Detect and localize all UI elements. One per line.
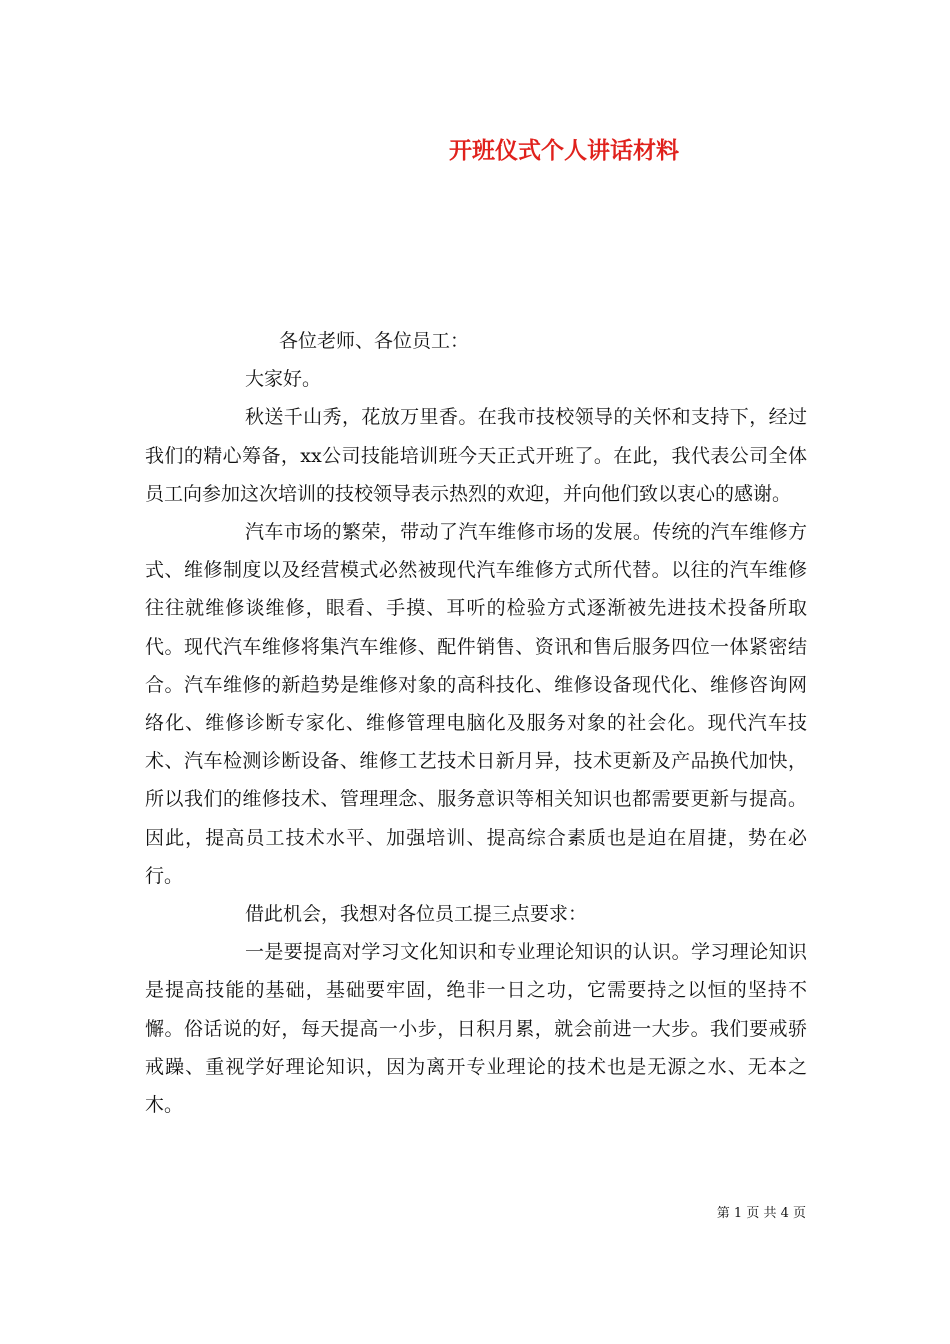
salutation: 各位老师、各位员工：	[279, 330, 470, 352]
paragraph-auto-market: 汽车市场的繁荣，带动了汽车维修市场的发展。传统的汽车维修方式、维修制度以及经营模式必然被现代汽车维修方式所代替。以往的汽车维修往往就维修谈维修，眼看、手摸、耳听的检验方式逐渐被先进技术投备所取代。现代汽车维修将集汽车维修、配件销售、资讯和售后服务四位一体紧密结合。汽车维修的新趋势是维修对象的高科技化、维修设备现代化、维修咨询网络化、维修诊断专家化、维修管理电脑化及服务对象的社会化。现代汽车技术、汽车检测诊断设备、维修工艺技术日新月异，技术更新及产品换代加快，所以我们的维修技术、管理理念、服务意识等相关知识也都需要更新与提高。因此，提高员工技术水平、加强培训、提高综合素质也是迫在眉捷，势在必行。	[145, 521, 807, 887]
paragraph-requirement-one: 一是要提高对学习文化知识和专业理论知识的认识。学习理论知识是提高技能的基础，基础要牢固，绝非一日之功，它需要持之以恒的坚持不懈。俗话说的好，每天提高一小步，日积月累，就会前进一大步。我们要戒骄戒躁、重视学好理论知识，因为离开专业理论的技术也是无源之水、无本之木。	[145, 941, 807, 1117]
paragraph-requirements-intro: 借此机会，我想对各位员工提三点要求：	[245, 903, 588, 926]
document-body	[145, 322, 807, 1124]
document-title: 开班仪式个人讲话材料	[449, 137, 679, 164]
page-number-footer: 第 1 页 共 4 页	[716, 1206, 806, 1221]
paragraph-greeting: 大家好。	[245, 368, 322, 391]
paragraph-welcome: 秋送千山秀，花放万里香。在我市技校领导的关怀和支持下，经过我们的精心筹备，xx公司技能培训班今天正式开班了。在此，我代表公司全体员工向参加这次培训的技校领导表示热烈的欢迎，并向他们致以衷心的感谢。	[145, 406, 807, 505]
